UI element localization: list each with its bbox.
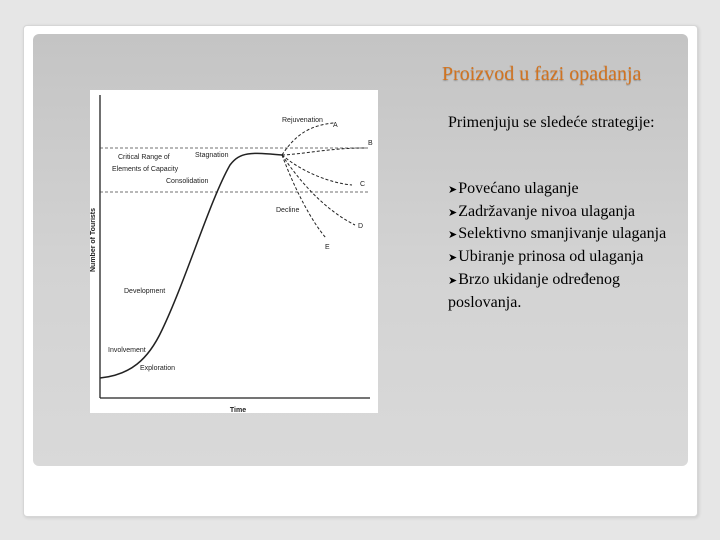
arrow-bullet-icon: ➤: [448, 251, 458, 265]
arrow-bullet-icon: ➤: [448, 228, 458, 242]
stage-consolidation: Consolidation: [166, 178, 209, 185]
branch-a-line: [282, 123, 334, 155]
branch-c-label: C: [360, 181, 366, 188]
strategy-list: [448, 178, 680, 313]
stage-decline: Decline: [276, 207, 300, 214]
branch-a-label: A: [333, 122, 338, 129]
slide-intro: Primenjuju se sledeće strategije:: [448, 114, 655, 131]
branch-d-label: D: [358, 223, 364, 230]
tourism-lifecycle-diagram: [90, 90, 378, 413]
stage-involvement: Involvement: [108, 347, 146, 354]
list-item: ➤Brzo ukidanje određenog poslovanja.: [448, 270, 620, 311]
list-item: ➤Selektivno smanjivanje ulaganja: [448, 225, 667, 243]
list-item: ➤Ubiranje prinosa od ulaganja: [448, 248, 644, 266]
branch-e-label: E: [325, 244, 330, 251]
range-label-line1: Critical Range of: [118, 154, 170, 161]
y-axis-label: Number of Tourists: [90, 207, 97, 273]
branch-e-line: [282, 155, 326, 238]
arrow-bullet-icon: ➤: [448, 205, 458, 219]
stage-stagnation: Stagnation: [195, 152, 229, 159]
branch-b-label: B: [368, 140, 373, 147]
range-label-line2: Elements of Capacity: [112, 166, 179, 173]
arrow-bullet-icon: ➤: [448, 183, 458, 196]
stage-exploration: Exploration: [140, 365, 176, 372]
branch-b-line: [282, 148, 365, 155]
branch-d-line: [282, 155, 355, 225]
list-item: ➤Povećano ulaganje: [448, 180, 579, 197]
stage-development: Development: [124, 288, 166, 295]
slide-title: Proizvod u fazi opadanja: [442, 63, 642, 85]
arrow-bullet-icon: ➤: [448, 273, 458, 287]
x-axis-label: Time: [229, 407, 247, 413]
stage-rejuvenation: Rejuvenation: [282, 117, 323, 124]
lifecycle-curve: [100, 153, 282, 378]
lifecycle-svg: [90, 90, 378, 413]
list-item: ➤Zadržavanje nivoa ulaganja: [448, 202, 636, 220]
